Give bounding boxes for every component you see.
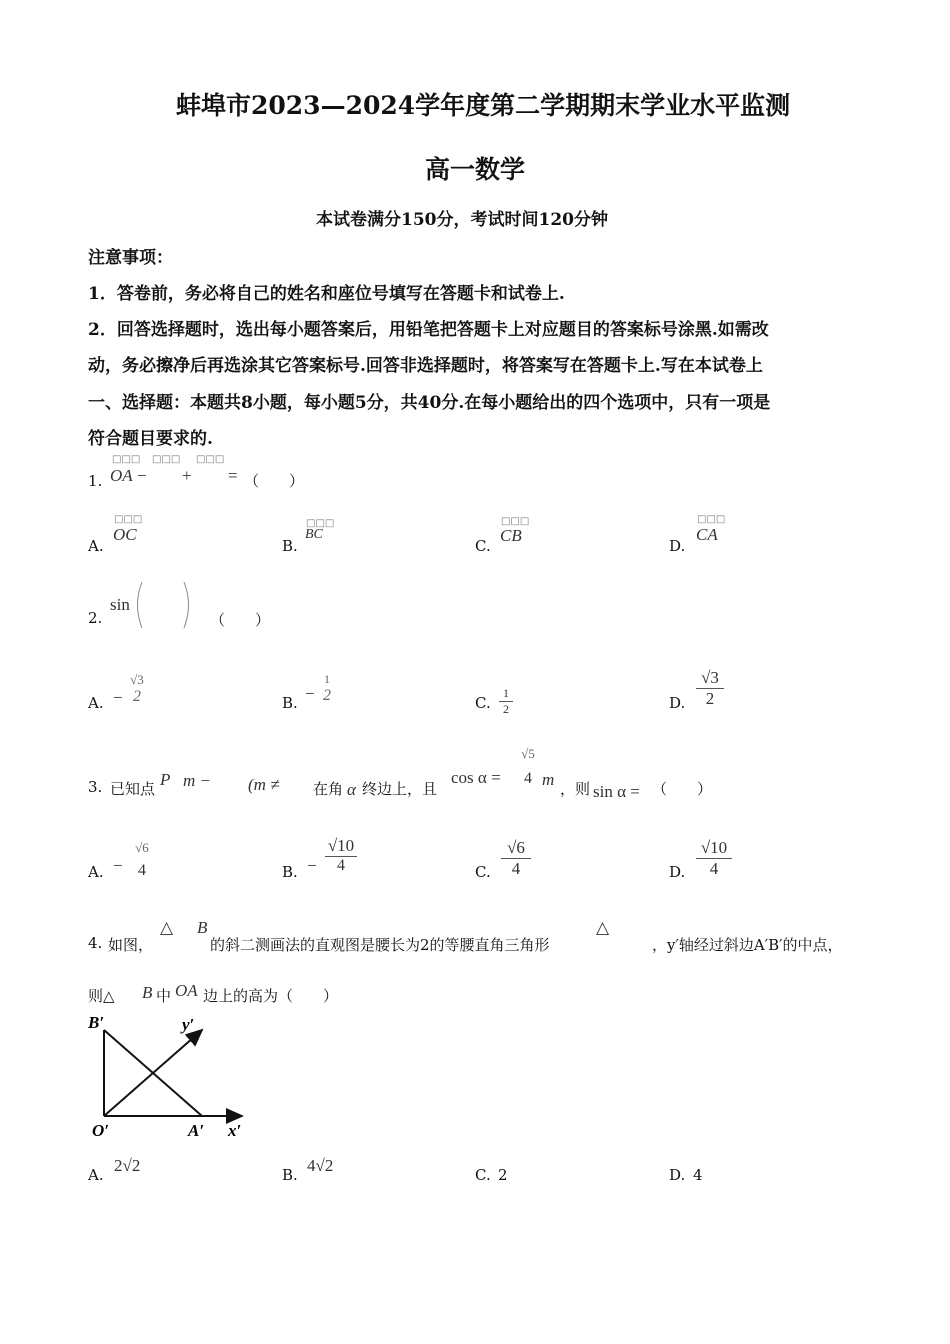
- numerator: √3: [130, 672, 144, 687]
- numerator: √5: [521, 746, 535, 761]
- option-value: 4: [693, 1166, 703, 1184]
- section-heading-line-2: 符合题目要求的.: [88, 429, 213, 449]
- option-letter: B.: [282, 694, 298, 712]
- option-letter: C.: [475, 694, 491, 712]
- notes-item-2-line-1: 2．回答选择题时，选出每小题答案后，用铅笔把答题卡上对应题目的答案标号涂黑.如需改: [88, 320, 769, 340]
- vertex-b: B: [142, 983, 153, 1002]
- option-sign: −: [113, 688, 123, 707]
- vector-arrow-mark: □□□: [112, 454, 141, 465]
- option-fraction: [130, 840, 154, 880]
- triangle-symbol: △: [160, 918, 174, 937]
- cos-expression: cos α =: [451, 768, 501, 787]
- label-y-prime: y′: [182, 1015, 195, 1034]
- answer-paren: （ ）: [244, 472, 305, 490]
- equals-sign: =: [228, 466, 238, 485]
- minus-sign: −: [137, 466, 147, 485]
- denominator: 4: [501, 858, 531, 879]
- option-letter: D.: [669, 694, 686, 712]
- option-letter: A.: [88, 537, 104, 555]
- option-value: BC: [305, 527, 323, 542]
- option-sign: −: [305, 684, 315, 703]
- question-number: 1.: [88, 472, 103, 490]
- numerator: 1: [503, 686, 509, 700]
- coordinate-m: m −: [183, 771, 211, 790]
- numerator: √6: [507, 838, 525, 857]
- notes-item-2-line-2: 动，务必擦净后再选涂其它答案标号.回答非选择题时，将答案写在答题卡上.写在本试卷上: [88, 356, 763, 376]
- label-o-prime: O′: [92, 1121, 110, 1140]
- vector-oa: OA: [110, 466, 133, 485]
- question-text: 如图，: [108, 936, 154, 954]
- condition: (m ≠: [248, 775, 280, 794]
- label-a-prime: A′: [188, 1121, 205, 1140]
- denominator: 2: [133, 688, 141, 705]
- label-b-prime: B′: [88, 1013, 105, 1032]
- option-value: CB: [500, 526, 522, 545]
- big-parentheses: [132, 580, 194, 630]
- option-fraction: [318, 672, 336, 705]
- sin-expression: sin α =: [593, 782, 640, 801]
- question-text: 则△: [88, 987, 115, 1005]
- denominator: 4: [325, 856, 357, 875]
- exam-info: 本试卷满分150分，考试时间120分钟: [316, 210, 608, 230]
- question-number: 4.: [88, 934, 103, 952]
- left-paren: [138, 582, 143, 628]
- point-p: P: [160, 770, 171, 789]
- vector-arrow-mark: □□□: [196, 454, 225, 465]
- numerator: √3: [701, 668, 719, 687]
- option-letter: B.: [282, 863, 298, 881]
- option-letter: C.: [475, 537, 491, 555]
- question-number: 2.: [88, 609, 103, 627]
- label-x-prime: x′: [228, 1121, 242, 1140]
- vertex-b: B: [197, 918, 208, 937]
- sin-function: sin: [110, 595, 130, 614]
- option-fraction: [499, 686, 513, 717]
- option-letter: D.: [669, 863, 686, 881]
- option-fraction: [696, 838, 732, 879]
- option-fraction: [696, 668, 724, 709]
- exam-title: 蚌埠市2023—2024学年度第二学期期末学业水平监测: [176, 91, 791, 120]
- option-letter: D.: [669, 1166, 686, 1184]
- option-letter: B.: [282, 1166, 298, 1184]
- option-sign: −: [113, 856, 123, 875]
- numerator: √6: [135, 840, 149, 855]
- answer-paren: （ ）: [652, 780, 713, 798]
- notes-heading: 注意事项：: [88, 248, 173, 268]
- vector-arrow-mark: □□□: [306, 518, 335, 529]
- question-text: 中: [156, 987, 172, 1005]
- vector-arrow-mark: □□□: [152, 454, 181, 465]
- numerator: 1: [324, 672, 330, 686]
- option-fraction: [501, 838, 531, 879]
- vector-arrow-mark: □□□: [114, 514, 143, 525]
- answer-paren: （ ）: [210, 611, 271, 629]
- plus-sign: +: [182, 466, 192, 485]
- notes-item-1: 1．答卷前，务必将自己的姓名和座位号填写在答题卡和试卷上.: [88, 284, 565, 304]
- question-text: ，则: [560, 780, 591, 798]
- option-letter: C.: [475, 1166, 491, 1184]
- question-number: 3.: [88, 778, 103, 796]
- option-fraction: [126, 672, 148, 706]
- question-text: 已知点: [110, 780, 156, 798]
- cos-fraction: [517, 746, 539, 788]
- option-letter: A.: [88, 1166, 104, 1184]
- numerator: √10: [327, 836, 355, 855]
- section-heading-line-1: 一、选择题：本题共8小题，每小题5分，共40分.在每小题给出的四个选项中，只有一项是: [88, 393, 771, 413]
- denominator: 4: [696, 858, 732, 879]
- option-value: 2√2: [114, 1156, 141, 1175]
- option-letter: C.: [475, 863, 491, 881]
- option-sign: −: [307, 856, 317, 875]
- cos-m: m: [542, 770, 555, 789]
- vector-arrow-mark: □□□: [501, 516, 530, 527]
- option-letter: D.: [669, 537, 686, 555]
- denominator: 2: [696, 688, 724, 709]
- subject-title: 高一数学: [425, 155, 526, 184]
- question-text: 边上的高为（ ）: [203, 987, 339, 1005]
- option-letter: B.: [282, 537, 298, 555]
- option-letter: A.: [88, 694, 104, 712]
- denominator: 4: [138, 862, 146, 879]
- question-text: ，y′轴经过斜边A′B′的中点，: [652, 936, 843, 954]
- segment-oa: OA: [175, 981, 198, 1000]
- option-value: 4√2: [307, 1156, 334, 1175]
- option-letter: A.: [88, 863, 104, 881]
- option-value: 2: [498, 1166, 508, 1184]
- numerator: √10: [700, 838, 728, 857]
- vector-arrow-mark: □□□: [697, 514, 726, 525]
- option-fraction: [325, 836, 357, 875]
- oblique-projection-figure: [84, 1008, 254, 1140]
- option-value: OC: [113, 525, 137, 544]
- question-text: 在角: [313, 780, 344, 798]
- triangle-symbol: △: [596, 918, 610, 937]
- angle-alpha: α: [347, 780, 356, 799]
- option-value: CA: [696, 525, 718, 544]
- question-text: 终边上，且: [362, 780, 438, 798]
- denominator: 2: [499, 701, 513, 717]
- denominator: 4: [524, 770, 532, 787]
- right-paren: [184, 582, 189, 628]
- denominator: 2: [323, 687, 331, 704]
- question-text: 的斜二测画法的直观图是腰长为2的等腰直角三角形: [210, 936, 550, 954]
